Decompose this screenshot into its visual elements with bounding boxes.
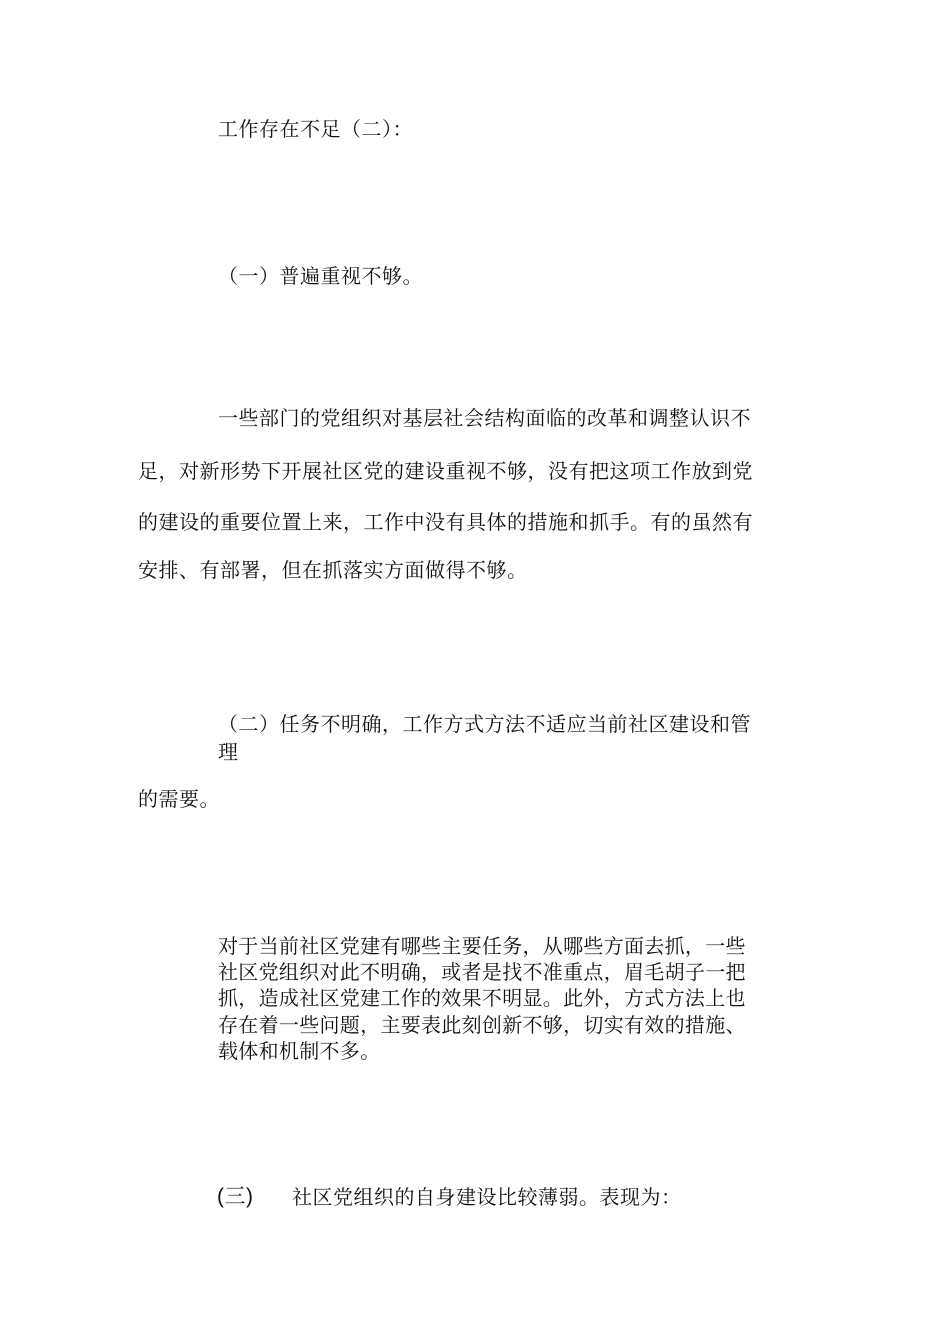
paragraph-line: 一些部门的党组织对基层社会结构面临的改革和调整认识不 xyxy=(218,406,751,430)
paragraph-line: 对于当前社区党建有哪些主要任务，从哪些方面去抓，一些 xyxy=(218,934,746,958)
paragraph-line: 载体和机制不多。 xyxy=(218,1039,381,1063)
section-title-line: （二）任务不明确，工作方式方法不适应当前社区建设和管 xyxy=(218,712,751,736)
paragraph-line: 的建设的重要位置上来，工作中没有具体的措施和抓手。有的虽然有 xyxy=(138,510,753,534)
section-3-title-text: 社区党组织的自身建设比较薄弱。表现为： xyxy=(292,1185,682,1209)
paragraph-line: 存在着一些问题，主要表此刻创新不够，切实有效的措施、 xyxy=(218,1013,746,1037)
paragraph-line: 足，对新形势下开展社区党的建设重视不够，没有把这项工作放到党 xyxy=(138,459,753,483)
section-1-title: （一）普遍重视不够。 xyxy=(218,264,423,288)
paragraph-line: 安排、有部署，但在抓落实方面做得不够。 xyxy=(138,558,528,582)
section-title-line: 的需要。 xyxy=(138,787,220,811)
document-heading: 工作存在不足（二）： xyxy=(218,117,413,141)
paragraph-line: 抓，造成社区党建工作的效果不明显。此外，方式方法上也 xyxy=(218,986,746,1010)
paragraph-line: 社区党组织对此不明确，或者是找不准重点，眉毛胡子一把 xyxy=(218,960,746,984)
section-3-number: (三) xyxy=(217,1185,254,1208)
section-title-line: 理 xyxy=(218,740,239,764)
